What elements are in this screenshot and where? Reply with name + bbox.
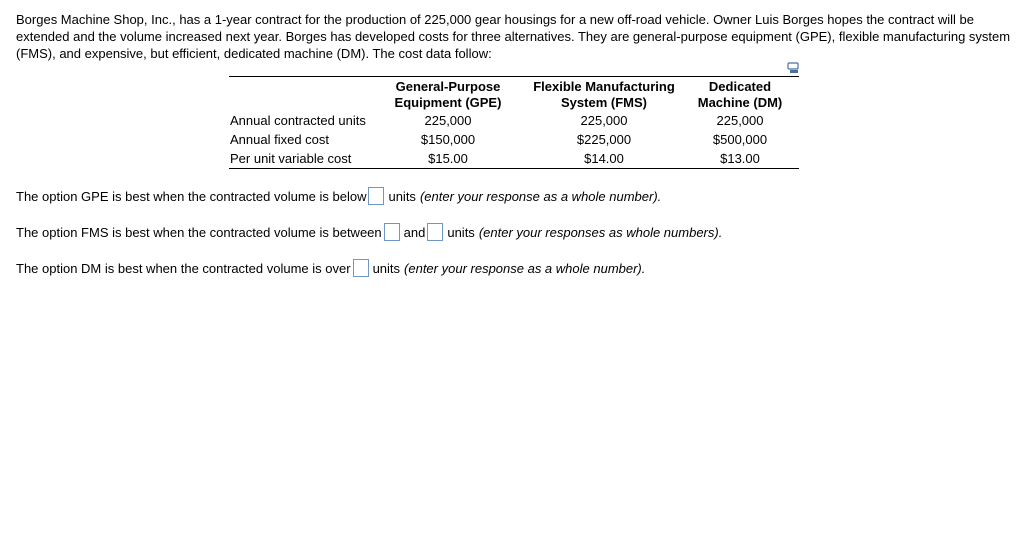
cell-dm: $500,000 [712, 132, 768, 147]
gpe-answer-input[interactable] [368, 187, 384, 205]
table-header-row [229, 77, 799, 112]
cell-dm: $13.00 [720, 151, 760, 166]
question-gpe-hint: (enter your response as a whole number). [419, 188, 662, 204]
table-row [229, 130, 799, 149]
question-fms-suffix: units [447, 224, 475, 240]
cell-fms: $14.00 [584, 151, 624, 166]
question-fms-prefix: The option FMS is best when the contracted volume is between [16, 224, 382, 240]
problem-statement: Borges Machine Shop, Inc., has a 1-year contract for the production of 225,000 gear housings for a new off-road vehicle. Owner Luis Borges hopes the contract will be extended and the volume increased next year. Borges has developed costs for three alternatives. They are general-purpose equipment (GPE), flexible manufacturing system (FMS), and expensive, but efficient, dedicated machine (DM). The cost data follow: [16, 12, 1011, 61]
table-row [229, 111, 799, 130]
column-header-fms-line1: Flexible Manufacturing [533, 79, 675, 94]
question-fms-hint: (enter your responses as whole numbers). [478, 224, 723, 240]
question-dm-hint: (enter your response as a whole number). [404, 260, 646, 276]
question-fms-connector: and [403, 224, 426, 240]
row-label: Per unit variable cost [230, 151, 352, 166]
row-label: Annual contracted units [230, 113, 366, 128]
cell-gpe: $15.00 [428, 151, 468, 166]
column-header-fms-line2: System (FMS) [561, 95, 647, 110]
question-gpe-suffix: units [388, 188, 416, 204]
question-fms [16, 222, 722, 242]
row-label: Annual fixed cost [230, 132, 330, 147]
question-dm-prefix: The option DM is best when the contracted volume is over [16, 260, 351, 276]
table-corner-header [229, 77, 369, 112]
column-header-dm [681, 77, 799, 112]
table-row [229, 149, 799, 169]
column-header-dm-line2: Machine (DM) [697, 95, 783, 110]
dm-answer-input[interactable] [353, 259, 369, 277]
question-dm [16, 258, 645, 278]
cell-gpe: 225,000 [424, 113, 472, 128]
column-header-gpe-line1: General-Purpose [395, 79, 501, 94]
column-header-gpe [369, 77, 527, 112]
column-header-fms [527, 77, 681, 112]
column-header-gpe-line2: Equipment (GPE) [394, 95, 502, 110]
fms-upper-answer-input[interactable] [427, 223, 443, 241]
cell-gpe: $150,000 [420, 132, 476, 147]
cost-data-table [229, 76, 799, 169]
copy-table-icon[interactable] [787, 62, 801, 74]
cell-fms: 225,000 [580, 113, 628, 128]
question-gpe [16, 186, 661, 206]
cell-fms: $225,000 [576, 132, 632, 147]
fms-lower-answer-input[interactable] [384, 223, 400, 241]
question-dm-suffix: units [372, 260, 401, 276]
question-gpe-prefix: The option GPE is best when the contracted volume is below [16, 188, 367, 204]
column-header-dm-line1: Dedicated [708, 79, 772, 94]
cell-dm: 225,000 [716, 113, 764, 128]
